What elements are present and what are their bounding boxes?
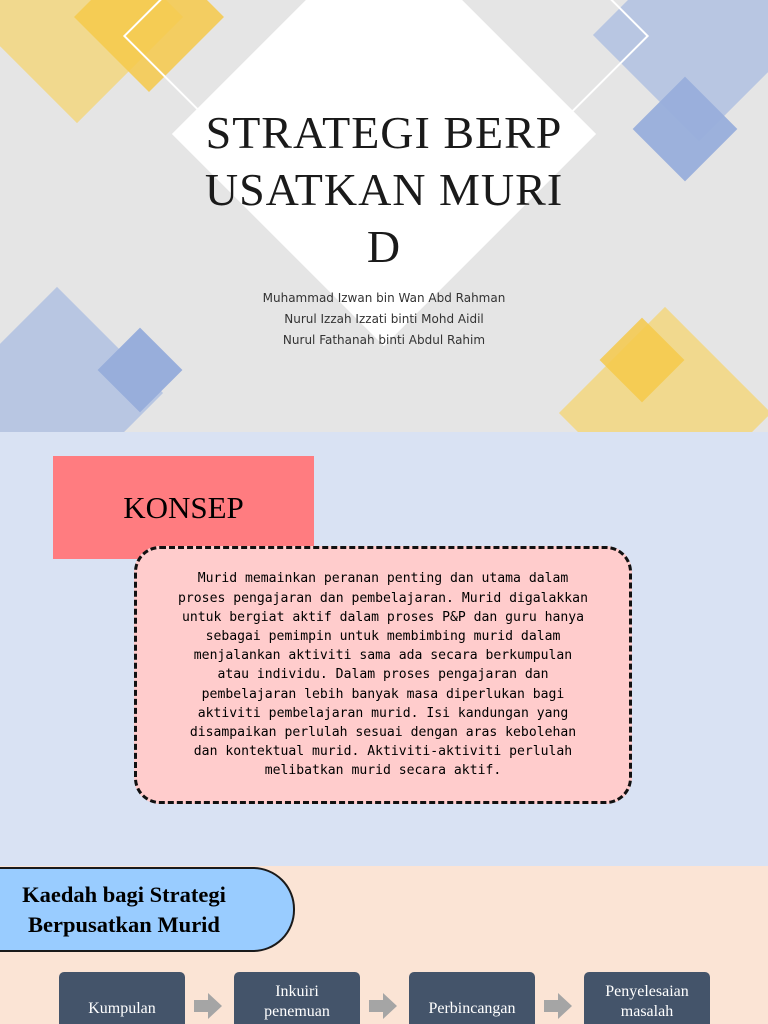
author-name: Nurul Izzah Izzati binti Mohd Aidil	[284, 312, 484, 326]
arrow-right-icon	[369, 993, 397, 1019]
paragraph-line: proses pengajaran dan pembelajaran. Murid digalakkan	[178, 590, 588, 606]
step-label: Kumpulan	[88, 1000, 156, 1017]
arrow-right-icon	[194, 993, 222, 1019]
step-label: Penyelesaian	[605, 983, 689, 1000]
slide-title: STRATEGI BERPUSATKAN MURID	[204, 107, 564, 272]
paragraph-line: Murid memainkan peranan penting dan utama dalam	[197, 571, 569, 587]
paragraph-line: atau individu. Dalam proses pengajaran dan	[217, 667, 549, 683]
kaedah-heading-box	[0, 867, 295, 952]
step-penyelesaian-masalah	[584, 972, 710, 1024]
kaedah-heading	[9, 880, 239, 940]
konsep-heading: KONSEP	[123, 489, 244, 525]
kaedah-heading-line: Berpusatkan Murid	[28, 911, 220, 937]
step-label: penemuan	[264, 1003, 330, 1020]
author-name: Muhammad Izwan bin Wan Abd Rahman	[262, 291, 506, 305]
paragraph-line: sebagai pemimpin untuk membimbing murid dalam	[205, 628, 561, 644]
paragraph-line: melibatkan murid secara aktif.	[264, 763, 502, 779]
konsep-heading-box	[53, 456, 314, 559]
step-inkuiri-penemuan	[234, 972, 360, 1024]
step-kumpulan	[59, 972, 185, 1024]
paragraph-line: menjalankan aktiviti sama ada secara berkumpulan	[193, 648, 573, 664]
title-slide	[0, 0, 768, 432]
kaedah-heading-line: Kaedah bagi Strategi	[22, 881, 226, 907]
step-perbincangan	[409, 972, 535, 1024]
kaedah-slide	[0, 866, 768, 1024]
author-name: Nurul Fathanah binti Abdul Rahim	[282, 333, 486, 347]
step-label: Perbincangan	[428, 1000, 516, 1017]
arrow-right-icon	[544, 993, 572, 1019]
author-list	[0, 288, 768, 351]
konsep-paragraph	[178, 569, 588, 780]
paragraph-line: untuk bergiat aktif dalam proses P&P dan guru hanya	[181, 609, 585, 625]
paragraph-line: disampaikan perlulah sesuai dengan aras kebolehan	[189, 725, 577, 740]
paragraph-line: pembelajaran lebih banyak masa diperlukan bagi	[201, 686, 565, 702]
step-label: Inkuiri	[275, 983, 319, 1000]
paragraph-line: aktiviti pembelajaran murid. Isi kandungan yang	[197, 705, 569, 721]
title-container	[0, 104, 768, 275]
paragraph-line: dan kontektual murid. Aktiviti-aktiviti perlulah	[193, 744, 573, 760]
konsep-content-card	[134, 546, 632, 804]
step-label: masalah	[620, 1003, 674, 1020]
konsep-slide	[0, 432, 768, 866]
